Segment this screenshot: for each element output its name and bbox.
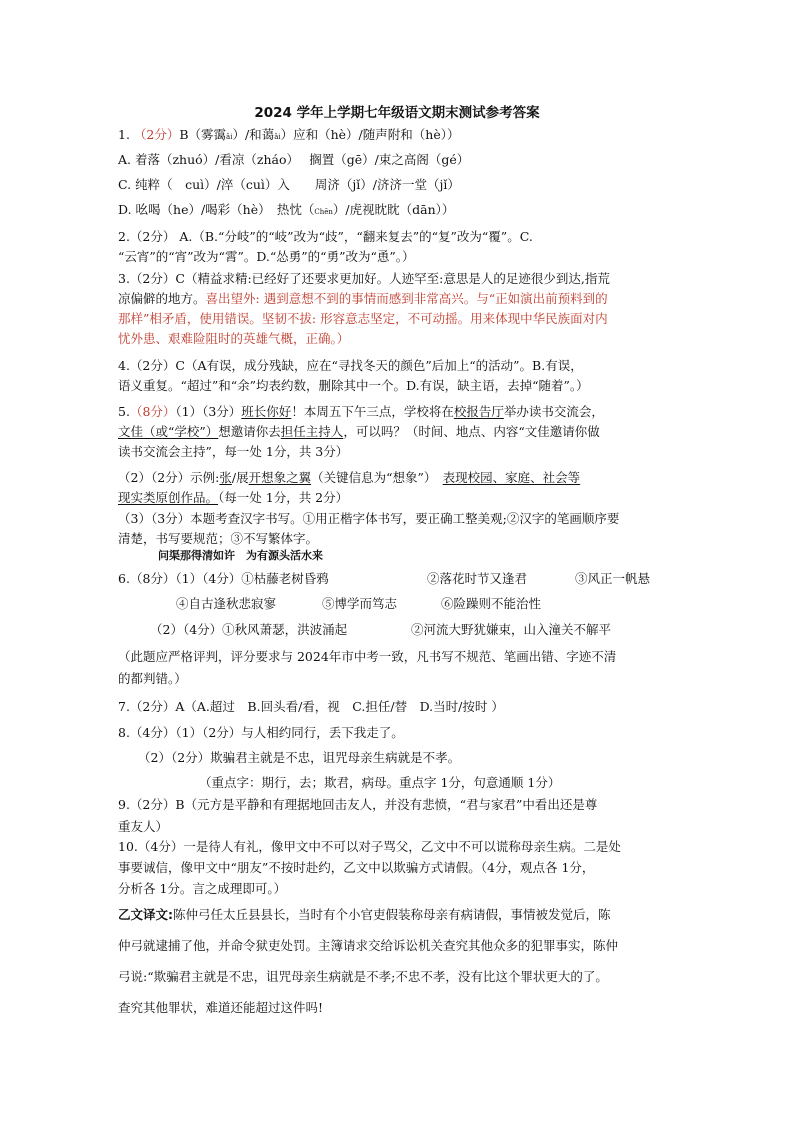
q4-line-2: 语义重复。“超过”和“余”均表约数，删除其中一个。D.有误，缺主语，去掉“随着”。）: [118, 378, 589, 393]
q5-underline-role: 担任主持人: [280, 424, 344, 439]
q5-line-1-text: ！本周五下午三点，学校将在: [291, 404, 454, 419]
q5-line-1-text-b: 举办读书交流会，: [503, 404, 604, 419]
q2-line-1: 2.（2分） A.（B.“分岐”的“岐”改为“歧”，“翻来复去”的“复”改为“覆”。C.: [118, 229, 533, 244]
q1-text-a: B（雾霭: [179, 127, 227, 142]
q5-underline-zhang: 张: [219, 470, 232, 485]
q6-sub2-item-2: ②河流大野犹嫌束，山入潼关不解平: [411, 622, 612, 637]
q1-option-d-text-a: D. 吆喝（he）/喝彩（hè） 热忱（: [118, 202, 315, 217]
q1-pinyin-b: ǎi: [274, 133, 281, 141]
q5-number: 5.: [118, 404, 130, 419]
q1-line-1: [118, 126, 459, 146]
q5-underline-theme: 表现校园、家庭、社会等: [442, 470, 581, 485]
translation-text-1: 陈仲弓任太丘县县长，当时有个小官吏假装称母亲有病请假，事情被发觉后，陈: [173, 907, 611, 922]
q8-line-3: （重点字：期行，去；欺君，病母。重点字 1分，句意通顺 1分）: [199, 775, 561, 790]
q5-line-7: 清楚，书写要规范；③不写繁体字。: [118, 531, 319, 546]
q10-line-1: 10.（4分）一是待人有礼，像甲文中不可以对子骂父，乙文中不可以谎称母亲生病。二是处: [118, 839, 621, 854]
translation-line-4: 查究其他罪状，难道还能超过这件吗!: [118, 1000, 324, 1015]
q5-underline-imagination: 开想象之翼: [248, 470, 312, 485]
q5-line-1: [118, 403, 604, 420]
translation-line-1: [118, 906, 611, 923]
q5-line-4-key: （关键信息为“想象”）: [311, 470, 443, 485]
q3-line-4: 忧外患、艰难险阻时的英雄气概，正确。）: [118, 331, 350, 346]
q6-note-line-2: 的都判错。）: [118, 671, 187, 686]
q1-score: （2分）: [133, 127, 180, 142]
q5-line-2-text-b: ，可以吗？（时间、地点、内容“文佳邀请你做: [343, 424, 600, 439]
q6-line-1: [118, 570, 329, 587]
q6-item-1: （8分）（1）（4分）①枯藤老树昏鸦: [129, 571, 329, 586]
q3-line-1: 3.（2分）C（精益求精:已经好了还要求更加好。人迹罕至:意思是人的足迹很少到达,指荒: [118, 271, 610, 286]
q6-number: 6.: [118, 571, 130, 586]
translation-line-2: 仲弓就逮捕了他，并命令狱吏处罚。主簿请求交给诉讼机关查究其他众多的犯罪事实，陈仲: [118, 938, 619, 953]
q5-line-3: 读书交流会主持”，每一处 1分，共 3分）: [118, 444, 349, 459]
q3-line-2-red: 喜出望外: 遇到意想不到的事情而感到非常高兴。与“正如演出前预料到的: [205, 291, 608, 306]
q5-line-5: [118, 489, 348, 506]
q3-line-2-black: 凉偏僻的地方。: [118, 291, 206, 306]
q5-line-4: [118, 469, 580, 486]
q1-option-c: C. 纯粹（ cuì）/淬（cuì）入 周济（jǐ）/济济一堂（jǐ）: [118, 177, 460, 192]
q1-option-d-text-b: ）/虎视眈眈（dān））: [332, 202, 455, 217]
q9-line-1: 9.（2分）B（元方是平静和有理据地回击友人，并没有悲愤，“君与家君”中看出还是尊: [118, 797, 598, 812]
q5-line-2: [118, 423, 600, 440]
q6-note-line-1: （此题应严格评判，评分要求与 2024年市中考一致，凡书写不规范、笔画出错、字迹不清: [118, 649, 617, 664]
q1-pinyin-a: ǎi: [226, 133, 233, 141]
q5-underline-greeting: 班长你好: [241, 404, 292, 419]
q5-line-6: （3）（3分）本题考查汉字书写。①用正楷字体书写，要正确工整美观;②汉字的笔画顺序要: [118, 511, 620, 526]
q9-line-2: 重友人）: [118, 819, 169, 834]
q5-calligraphy-text: 问渠那得清如许 为有源头活水来: [158, 549, 323, 562]
q5-line-2-text-a: 想邀请你去: [218, 424, 281, 439]
q5-score: （8分）: [129, 404, 176, 419]
q1-number: 1.: [118, 127, 134, 142]
q5-underline-sender: 文佳（或“学校”）: [118, 424, 219, 439]
translation-label: 乙文译文:: [118, 907, 173, 922]
q5-line-4-slash: /展: [231, 470, 249, 485]
q6-item-5: ⑤博学而笃志: [322, 596, 398, 611]
q5-sub1-label: （1）（3分）: [175, 404, 242, 419]
q1-option-a: A. 着落（zhuó）/看凉（zháo） 搁置（gē）/束之高阁（gé）: [118, 152, 470, 167]
q1-text-c: ）应和（hè）/随声附和（hè））: [280, 127, 460, 142]
q7-line-1: 7.（2分）A（A.超过 B.回头看/看，视 C.担任/替 D.当时/按时 ）: [118, 699, 504, 714]
page-title: 2024 学年上学期七年级语文期末测试参考答案: [254, 105, 540, 121]
q3-line-3: 那样”相矛盾，使用错误。坚韧不拔: 形容意志坚定，不可动摇。用来体现中华民族面对内: [118, 311, 608, 326]
q1-option-d-pinyin: Chēn: [314, 208, 333, 216]
q4-line-1: 4.（2分）C（A有误，成分残缺，应在“寻找冬天的颜色”后加上“的活动”。B.有误，: [118, 358, 583, 373]
q8-line-1: 8.（4分）（1）（2分）与人相约同行，丢下我走了。: [118, 725, 404, 740]
q1-option-d: [118, 201, 454, 221]
q5-line-5-score: （每一处 1分，共 2分）: [218, 490, 349, 505]
q6-item-6: ⑥险躁则不能治性: [441, 596, 542, 611]
q10-line-3: 分析各 1分。言之成理即可。）: [118, 881, 287, 896]
q3-line-2: [118, 290, 608, 307]
translation-line-3: 弓说:“欺骗君主就是不忠，诅咒母亲生病就是不孝;不忠不孝，没有比这个罪状更大的了。: [118, 969, 608, 984]
q2-line-2: “云宵”的“宵”改为“霄”。D.“怂勇”的“勇”改为“恿”。）: [118, 249, 415, 264]
q10-line-2: 事要诚信，像甲文中“朋友”不按时赴约，乙文中以欺骗方式请假。（4分，观点各 1分，: [118, 860, 595, 875]
q5-sub2-label: （2）（2分）示例:: [118, 470, 220, 485]
q5-underline-works: 现实类原创作品。: [118, 490, 219, 505]
q1-text-b: ）/和蔼: [232, 127, 275, 142]
q6-item-4: ④自古逢秋悲寂寥: [176, 596, 277, 611]
q8-line-2: （2）（2分）欺骗君主就是不忠，诅咒母亲生病就是不孝。: [138, 750, 461, 765]
q6-item-3: ③风正一帆悬: [575, 571, 651, 586]
q6-item-2: ②落花时节又逢君: [427, 571, 528, 586]
q6-sub2-item-1: （2）（4分）①秋风萧瑟，洪波涌起: [150, 622, 348, 637]
q5-underline-place: 校报告厅: [453, 404, 504, 419]
